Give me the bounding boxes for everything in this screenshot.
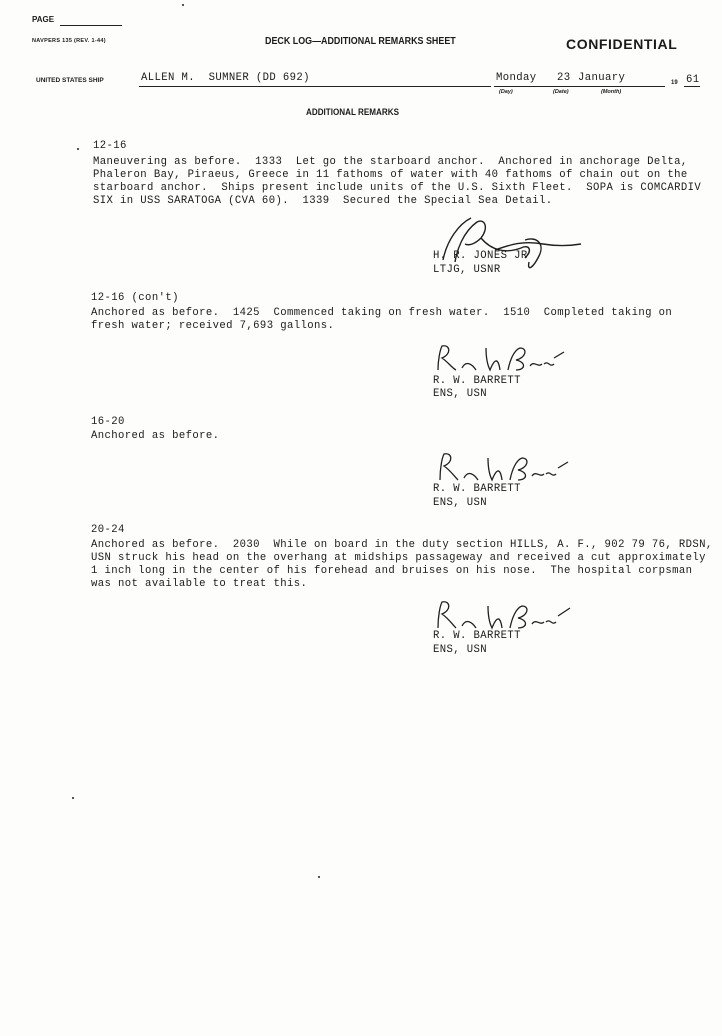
sheet-title: DECK LOG—ADDITIONAL REMARKS SHEET [265, 35, 456, 47]
signer-name: H. R. JONES JR [433, 250, 528, 262]
signer-name: R. W. BARRETT [433, 483, 521, 495]
entry-line: USN struck his head on the overhang at midships passageway and received a cut approximately [91, 552, 706, 564]
section-heading: ADDITIONAL REMARKS [306, 107, 400, 117]
entry-line: Anchored as before. 2030 While on board in the duty section HILLS, A. F., 902 79 76, RDSN, [91, 539, 713, 551]
day-caption: (Day) [499, 89, 513, 95]
entry-line: Anchored as before. [91, 430, 220, 442]
watch-period: 12-16 (con't) [91, 292, 179, 304]
scan-speck [318, 876, 320, 878]
date-line [494, 86, 665, 87]
signer-rank: ENS, USN [433, 644, 488, 656]
log-day: Monday [496, 72, 537, 84]
classification-stamp: CONFIDENTIAL [566, 36, 678, 52]
signer-rank: ENS, USN [433, 497, 488, 509]
entry-line: SIX in USS SARATOGA (CVA 60). 1339 Secured the Special Sea Detail. [93, 195, 553, 207]
scan-speck [182, 4, 184, 6]
page-number-line [60, 25, 122, 26]
handwritten-signature [428, 594, 578, 630]
year-line [684, 86, 700, 87]
ship-name-line [139, 86, 491, 87]
entry-line: Phaleron Bay, Piraeus, Greece in 11 fathoms of water with 40 fathoms of chain out on the [93, 169, 688, 181]
ship-name: ALLEN M. SUMNER (DD 692) [141, 72, 310, 84]
handwritten-signature [432, 448, 572, 484]
watch-period: 16-20 [91, 416, 125, 428]
ship-label: UNITED STATES SHIP [36, 77, 104, 84]
log-month: January [578, 72, 626, 84]
date-caption: (Date) [553, 89, 569, 95]
year-suffix: 61 [686, 74, 700, 86]
signer-name: R. W. BARRETT [433, 375, 521, 387]
form-number: NAVPERS 135 (REV. 1-44) [32, 38, 106, 44]
entry-line: Maneuvering as before. 1333 Let go the starboard anchor. Anchored in anchorage Delta, [93, 156, 688, 168]
scan-speck [72, 797, 74, 799]
watch-period: 20-24 [91, 524, 125, 536]
scan-speck [77, 148, 79, 150]
entry-line: 1 inch long in the center of his forehead and bruises on his nose. The hospital corpsman [91, 565, 693, 577]
handwritten-signature [430, 340, 570, 376]
entry-line: starboard anchor. Ships present include units of the U.S. Sixth Fleet. SOPA is COMCARDIV [93, 182, 702, 194]
entry-line: fresh water; received 7,693 gallons. [91, 320, 335, 332]
signer-rank: LTJG, USNR [433, 264, 501, 276]
year-prefix: 19 [671, 80, 678, 86]
page-label: PAGE [32, 15, 55, 24]
entry-line: Anchored as before. 1425 Commenced taking on fresh water. 1510 Completed taking on [91, 307, 673, 319]
signer-rank: ENS, USN [433, 388, 488, 400]
entry-line: was not available to treat this. [91, 578, 308, 590]
watch-period: 12-16 [93, 140, 127, 152]
log-date: 23 [557, 72, 571, 84]
signer-name: R. W. BARRETT [433, 630, 521, 642]
month-caption: (Month) [601, 89, 622, 95]
